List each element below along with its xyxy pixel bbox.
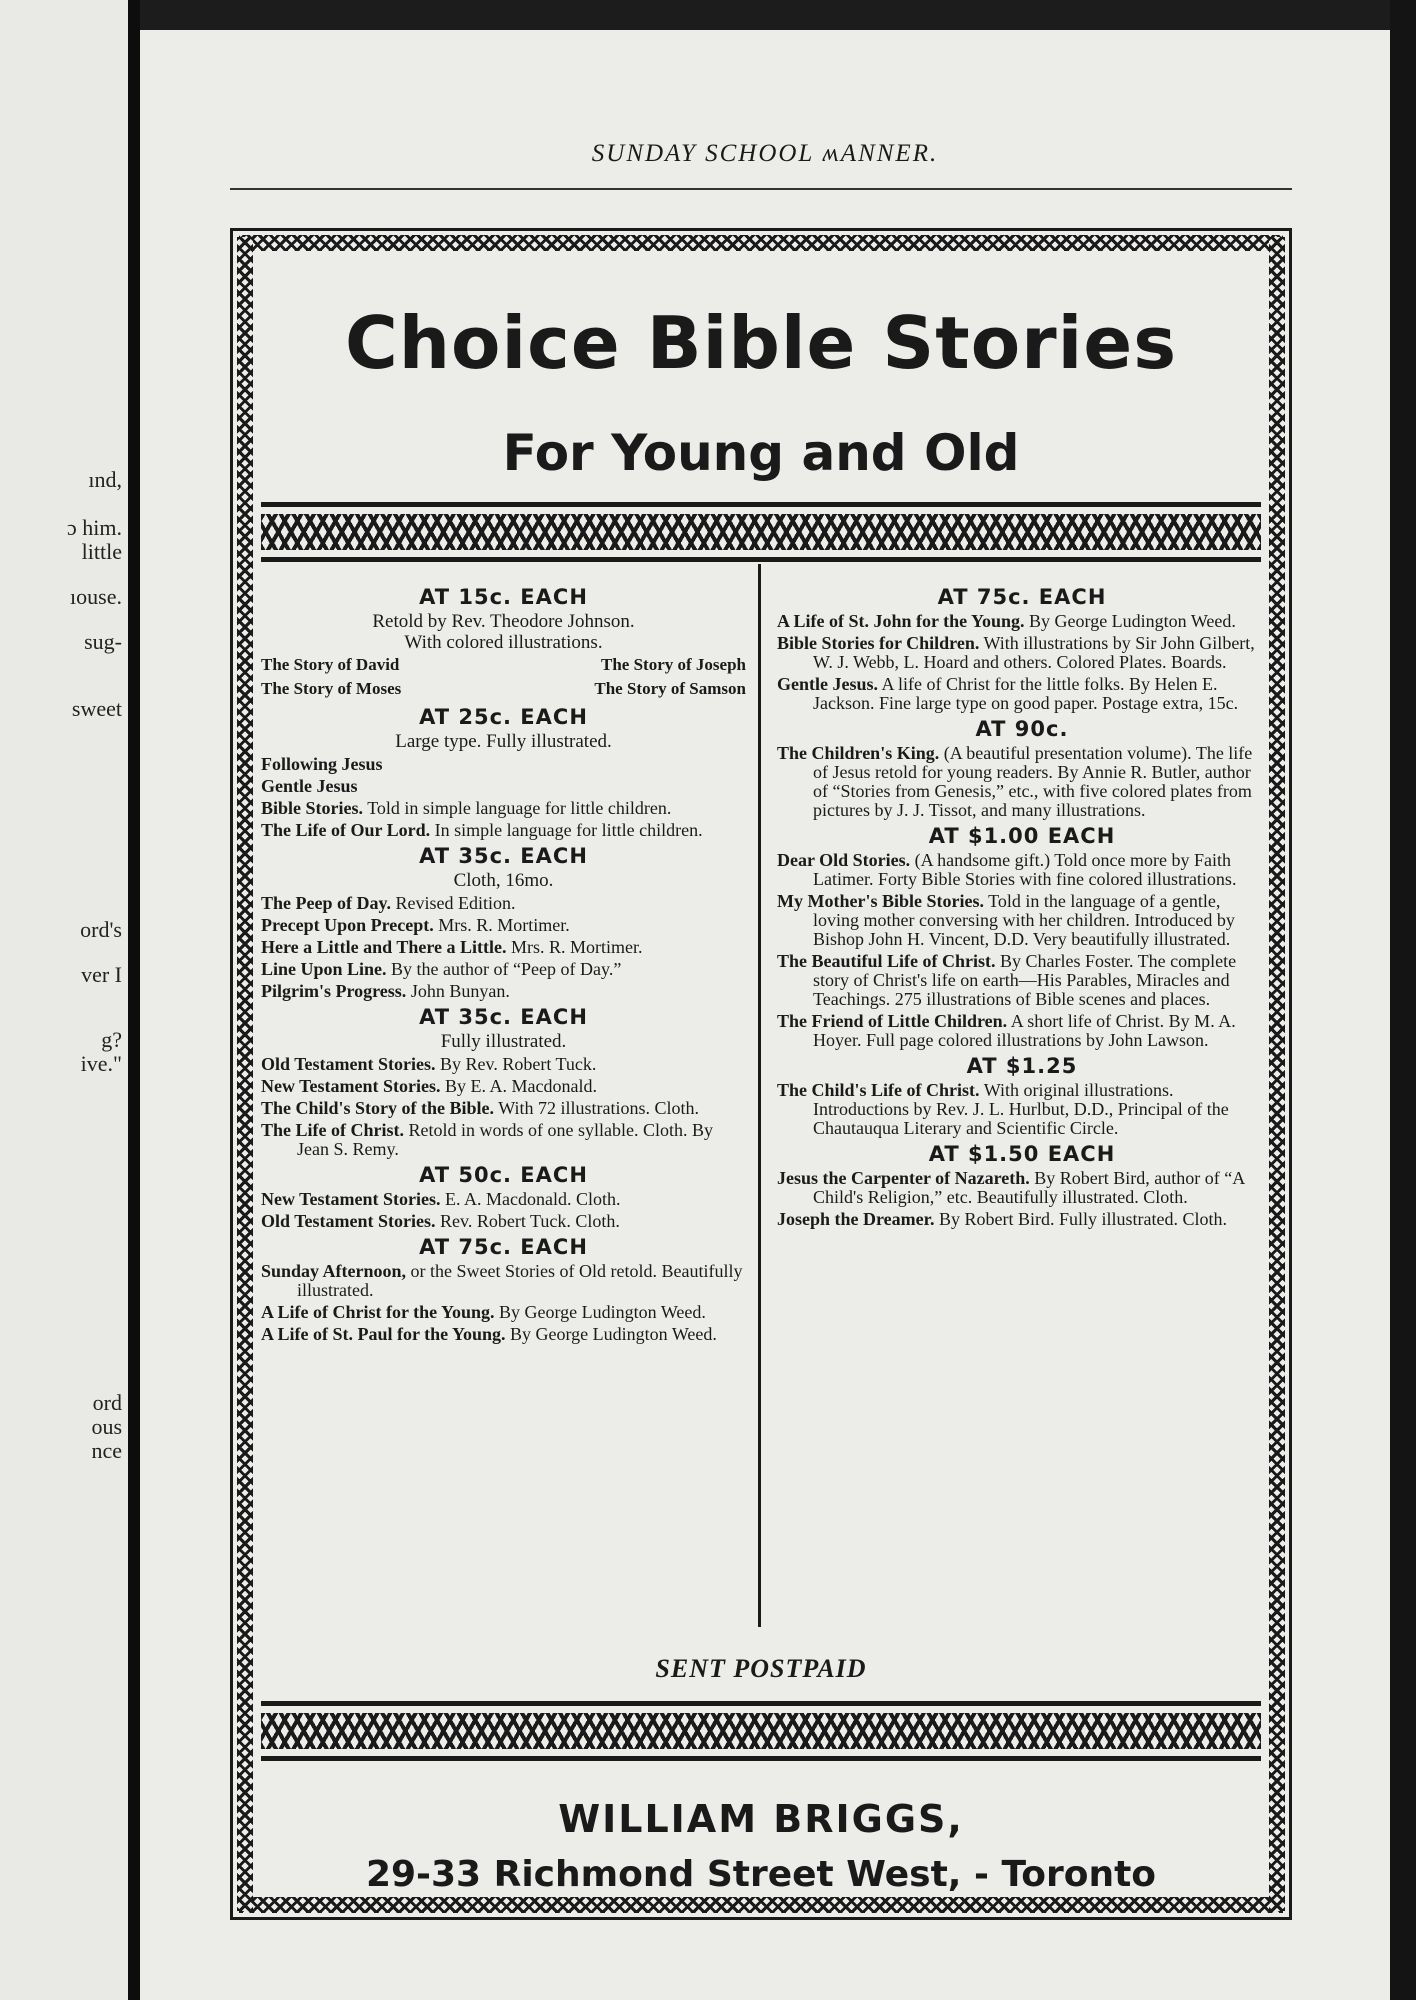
advertisement-box bbox=[230, 228, 1292, 1920]
book-title: My Mother's Bible Stories. bbox=[777, 891, 984, 911]
book-description: Rev. Robert Tuck. Cloth. bbox=[440, 1211, 620, 1231]
book-entry bbox=[777, 892, 1267, 949]
book-entry bbox=[777, 1169, 1267, 1207]
book-title: Joseph the Dreamer. bbox=[777, 1209, 935, 1229]
section-note: Retold by Rev. Theodore Johnson. bbox=[372, 611, 635, 632]
price-heading: AT 75c. EACH bbox=[419, 1235, 588, 1259]
scan-right-edge bbox=[1390, 0, 1416, 2000]
book-title: The Story of Moses bbox=[261, 679, 402, 698]
book-title: Jesus the Carpenter of Nazareth. bbox=[777, 1168, 1030, 1188]
price-heading: AT 90c. bbox=[975, 717, 1069, 741]
book-entry bbox=[261, 821, 746, 840]
price-heading: AT 35c. EACH bbox=[419, 844, 588, 868]
book-description: E. A. Macdonald. Cloth. bbox=[444, 1189, 621, 1209]
book-title: The Child's Story of the Bible. bbox=[261, 1098, 495, 1118]
book-title: Old Testament Stories. bbox=[261, 1054, 436, 1074]
book-description: With original illustrations. Introductions by Rev. J. L. Hurlbut, D.D., Principal of the Chautauqua Literary and Scientific Circle. bbox=[813, 1080, 1229, 1138]
book-description: Mrs. R. Mortimer. bbox=[438, 915, 570, 935]
book-entry bbox=[261, 938, 746, 957]
book-entry bbox=[261, 1212, 746, 1231]
section-note: Large type. Fully illustrated. bbox=[395, 731, 612, 752]
facing-page-text: ɔ him. bbox=[67, 515, 122, 540]
book-entry bbox=[261, 982, 746, 1001]
facing-page-text: ıouse. bbox=[70, 584, 122, 609]
book-description: Revised Edition. bbox=[395, 893, 516, 913]
book-title: A Life of St. John for the Young. bbox=[777, 611, 1025, 631]
book-title: The Story of Samson bbox=[594, 679, 746, 698]
price-heading: AT $1.25 bbox=[966, 1054, 1078, 1078]
book-description: Retold in words of one syllable. Cloth. By Jean S. Remy. bbox=[297, 1120, 713, 1159]
book-entry bbox=[777, 1081, 1267, 1138]
book-description: A short life of Christ. By M. A. Hoyer. Full page colored illustrations by John Lawson. bbox=[813, 1011, 1236, 1050]
book-entry bbox=[777, 634, 1267, 672]
book-entry bbox=[777, 612, 1267, 631]
facing-page-text: ord's bbox=[80, 917, 122, 942]
facing-page-text: ınd, bbox=[88, 467, 122, 492]
book-entry bbox=[777, 851, 1267, 889]
book-entry bbox=[777, 675, 1267, 713]
sent-postpaid: SENT POSTPAID bbox=[655, 1654, 867, 1683]
book-title: The Peep of Day. bbox=[261, 893, 391, 913]
book-title: The Story of David bbox=[261, 655, 400, 674]
right-column bbox=[777, 581, 1267, 1232]
book-description: With 72 illustrations. Cloth. bbox=[498, 1098, 699, 1118]
page-gutter-shadow bbox=[128, 0, 140, 2000]
book-entry bbox=[777, 1210, 1267, 1229]
magazine-page bbox=[140, 30, 1390, 2000]
facing-page-text: ous bbox=[91, 1414, 122, 1439]
section-note: Fully illustrated. bbox=[440, 1031, 567, 1052]
price-heading: AT 35c. EACH bbox=[419, 1005, 588, 1029]
ornamental-border-left bbox=[237, 237, 253, 1911]
facing-page-text: sug- bbox=[84, 629, 122, 654]
book-description: By George Ludington Weed. bbox=[510, 1324, 717, 1344]
book-title: New Testament Stories. bbox=[261, 1076, 441, 1096]
book-title: Bible Stories. bbox=[261, 798, 363, 818]
facing-page-fragment bbox=[0, 0, 128, 2000]
book-entry bbox=[261, 1262, 746, 1300]
book-entry bbox=[261, 755, 746, 774]
book-description: John Bunyan. bbox=[410, 981, 510, 1001]
book-description: With illustrations by Sir John Gilbert, W. J. Webb, L. Hoard and others. Colored Plates. Boards. bbox=[813, 633, 1255, 672]
ornamental-divider-bottom bbox=[261, 1701, 1261, 1761]
column-divider bbox=[758, 564, 761, 1627]
ad-subtitle: For Young and Old bbox=[502, 424, 1020, 482]
book-entry bbox=[261, 894, 746, 913]
book-entry bbox=[777, 952, 1267, 1009]
book-title: Sunday Afternoon, bbox=[261, 1261, 407, 1281]
book-description: By Charles Foster. The complete story of Christ's life on earth—His Parables, Miracles and Teachings. 275 illustrations of Bible scenes and places. bbox=[813, 951, 1237, 1009]
book-title: The Life of Christ. bbox=[261, 1120, 404, 1140]
book-title: Gentle Jesus. bbox=[777, 674, 878, 694]
ad-content bbox=[261, 259, 1261, 1895]
facing-page-text: g? bbox=[101, 1027, 122, 1052]
section-note: With colored illustrations. bbox=[404, 632, 603, 653]
book-title: Here a Little and There a Little. bbox=[261, 937, 507, 957]
book-entry bbox=[261, 799, 746, 818]
left-column bbox=[261, 581, 746, 1347]
book-entry bbox=[261, 1099, 746, 1118]
book-title: Bible Stories for Children. bbox=[777, 633, 980, 653]
book-entry bbox=[261, 1325, 746, 1344]
book-description: Told in the language of a gentle, loving mother conversing with her children. Introduced by Bishop John H. Vincent, D.D. Very beautifully illustrated. bbox=[813, 891, 1235, 949]
facing-page-text: ive." bbox=[80, 1051, 122, 1076]
facing-page-text: ord bbox=[92, 1390, 122, 1415]
book-title: Dear Old Stories. bbox=[777, 850, 911, 870]
book-description: By Robert Bird. Fully illustrated. Cloth. bbox=[938, 1209, 1227, 1229]
book-title: The Story of Joseph bbox=[601, 655, 746, 674]
book-description: A life of Christ for the little folks. By Helen E. Jackson. Fine large type on good paper. Postage extra, 15c. bbox=[813, 674, 1239, 713]
book-entry bbox=[261, 960, 746, 979]
ornamental-divider-top bbox=[261, 502, 1261, 562]
book-description: By Robert Bird, author of “A Child's Religion,” etc. Beautifully illustrated. Cloth. bbox=[813, 1168, 1245, 1207]
section-note: Cloth, 16mo. bbox=[453, 870, 554, 891]
book-entry bbox=[261, 916, 746, 935]
book-title: The Life of Our Lord. bbox=[261, 820, 431, 840]
price-heading: AT $1.00 EACH bbox=[928, 824, 1116, 848]
book-title: Line Upon Line. bbox=[261, 959, 387, 979]
book-title: The Beautiful Life of Christ. bbox=[777, 951, 996, 971]
price-heading: AT $1.50 EACH bbox=[928, 1142, 1116, 1166]
book-title: Following Jesus bbox=[261, 754, 383, 774]
book-description: or the Sweet Stories of Old retold. Beautifully illustrated. bbox=[297, 1261, 743, 1300]
facing-page-text: nce bbox=[91, 1438, 122, 1463]
book-description: By E. A. Macdonald. bbox=[444, 1076, 597, 1096]
book-entry bbox=[777, 1012, 1267, 1050]
book-title: Gentle Jesus bbox=[261, 776, 358, 796]
book-description: Told in simple language for little children. bbox=[367, 798, 672, 818]
book-title: The Child's Life of Christ. bbox=[777, 1080, 980, 1100]
book-description: (A beautiful presentation volume). The life of Jesus retold for young readers. By Annie R. Butler, author of “Stories from Genesis,” etc., with five colored plates from pictures by J. J. Tissot, and many illustrations. bbox=[813, 743, 1253, 820]
book-entry bbox=[261, 1077, 746, 1096]
running-head: SUNDAY SCHOOL ʍANNER. bbox=[591, 140, 939, 167]
header-rule bbox=[230, 188, 1292, 190]
book-title: A Life of Christ for the Young. bbox=[261, 1302, 495, 1322]
price-heading: AT 25c. EACH bbox=[419, 705, 588, 729]
facing-page-text: ver I bbox=[81, 962, 122, 987]
book-description: By the author of “Peep of Day.” bbox=[391, 959, 622, 979]
ornamental-border-right bbox=[1269, 237, 1285, 1911]
book-title: Pilgrim's Progress. bbox=[261, 981, 407, 1001]
book-title: The Children's King. bbox=[777, 743, 940, 763]
facing-page-text: sweet bbox=[71, 696, 122, 721]
ornamental-border-bottom bbox=[239, 1897, 1283, 1913]
ornamental-border-top bbox=[239, 235, 1283, 251]
publisher-name: WILLIAM BRIGGS, bbox=[558, 1797, 964, 1841]
book-entry bbox=[261, 1121, 746, 1159]
book-entry bbox=[261, 777, 746, 796]
book-title-pair bbox=[261, 653, 746, 677]
scan-top-edge bbox=[140, 0, 1390, 30]
book-entry bbox=[261, 1190, 746, 1209]
book-description: By Rev. Robert Tuck. bbox=[440, 1054, 597, 1074]
price-heading: AT 75c. EACH bbox=[937, 585, 1107, 609]
book-description: In simple language for little children. bbox=[434, 820, 703, 840]
price-heading: AT 15c. EACH bbox=[419, 585, 588, 609]
book-description: By George Ludington Weed. bbox=[499, 1302, 706, 1322]
ad-title: Choice Bible Stories bbox=[344, 301, 1178, 385]
publisher-address: 29-33 Richmond Street West, - Toronto bbox=[365, 1854, 1157, 1895]
book-title: New Testament Stories. bbox=[261, 1189, 441, 1209]
book-description: By George Ludington Weed. bbox=[1029, 611, 1236, 631]
facing-page-text: little bbox=[81, 539, 122, 564]
book-title: A Life of St. Paul for the Young. bbox=[261, 1324, 506, 1344]
book-description: (A handsome gift.) Told once more by Faith Latimer. Forty Bible Stories with fine colored illustrations. bbox=[813, 850, 1237, 889]
book-title: The Friend of Little Children. bbox=[777, 1011, 1008, 1031]
book-entry bbox=[261, 1055, 746, 1074]
book-description: Mrs. R. Mortimer. bbox=[510, 937, 643, 957]
book-title-pair bbox=[261, 677, 746, 701]
book-entry bbox=[777, 744, 1267, 820]
book-entry bbox=[261, 1303, 746, 1322]
book-title: Old Testament Stories. bbox=[261, 1211, 436, 1231]
price-heading: AT 50c. EACH bbox=[419, 1163, 588, 1187]
book-title: Precept Upon Precept. bbox=[261, 915, 434, 935]
